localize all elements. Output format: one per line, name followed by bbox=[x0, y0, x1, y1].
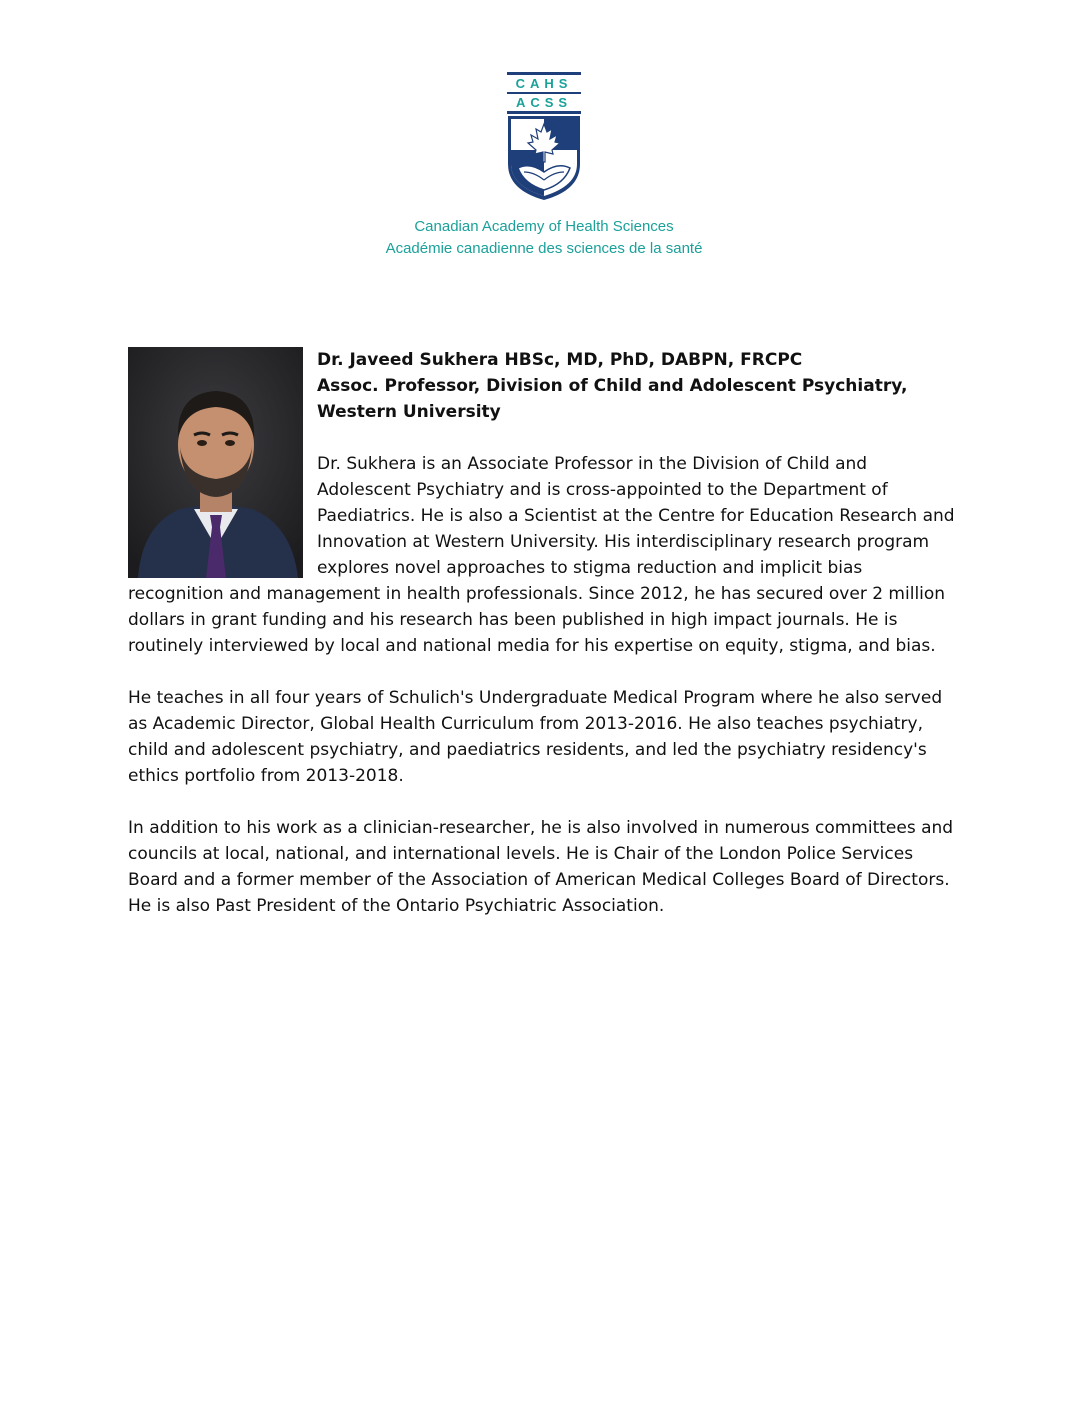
bio-paragraph-2: He teaches in all four years of Schulich's Undergraduate Medical Program where he also served as Academic Director, Global Health Curriculum from 2013-2016. He also teaches psychiatry, child and adolescent psychiatry, and paediatrics residents, and led the psychiatry residency's ethics portfolio from 2013-2018. bbox=[128, 688, 943, 786]
bio-name: Dr. Javeed Sukhera HBSc, MD, PhD, DABPN, FRCPC bbox=[317, 350, 803, 370]
bio-paragraph-1: Dr. Sukhera is an Associate Professor in the Division of Child and Adolescent Psychiatry and is cross-appointed to the Department of Paediatrics. He is also a Scientist at the Centre for Education Research and Innovation at Western University. His interdisciplinary research program explores novel approaches to stigma reduction and implicit bias recognition and management in health professionals. Since 2012, he has secured over 2 million dollars in grant funding and his research has been published in high impact journals. He is routinely interviewed by local and national media for his expertise on equity, stigma, and bias. bbox=[128, 454, 955, 656]
logo-acronym-fr: ACSS bbox=[515, 95, 573, 110]
bio-section bbox=[128, 347, 962, 919]
portrait-photo bbox=[128, 347, 303, 578]
bio-paragraph-3: In addition to his work as a clinician-researcher, he is also involved in numerous committees and councils at local, national, and international levels. He is Chair of the London Police Services Board and a former member of the Association of American Medical Colleges Board of Directors. He is also Past President of the Ontario Psychiatric Association. bbox=[128, 818, 954, 916]
logo-acronym-en: CAHS bbox=[515, 76, 573, 91]
bio-title: Assoc. Professor, Division of Child and Adolescent Psychiatry, Western University bbox=[317, 376, 908, 422]
cahs-logo bbox=[506, 72, 582, 202]
organization-name bbox=[0, 216, 1088, 260]
organization-name-fr: Académie canadienne des sciences de la santé bbox=[385, 240, 703, 257]
organization-name-en: Canadian Academy of Health Sciences bbox=[414, 218, 674, 235]
